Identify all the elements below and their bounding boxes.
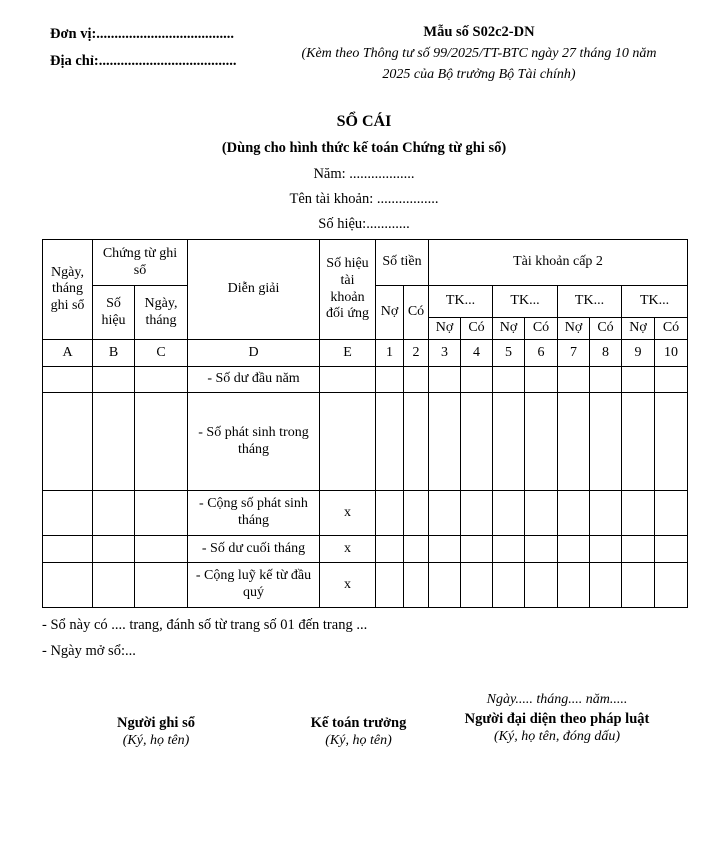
ledger-table — [42, 239, 688, 608]
header-tk4-debit: Nợ — [622, 318, 655, 340]
header-tk1: TK... — [429, 286, 493, 318]
header-amount-credit: Có — [404, 286, 429, 340]
org-info-block — [50, 26, 236, 80]
year-line: Năm: .................. — [313, 166, 415, 182]
header-tk1-credit: Có — [461, 318, 493, 340]
legal-representative-sub: (Ký, họ tên, đóng dấu) — [494, 729, 620, 745]
index-4: 4 — [461, 340, 493, 367]
header-tk4-credit: Có — [655, 318, 688, 340]
address-line: Địa chỉ:...................................... — [50, 53, 237, 69]
header-voucher-no: Số hiệu — [93, 286, 135, 340]
header-date-col: Ngày, tháng ghi sổ — [43, 240, 93, 340]
signature-bookkeeper — [85, 714, 227, 749]
header-voucher-date: Ngày, tháng — [135, 286, 188, 340]
index-1: 1 — [376, 340, 404, 367]
header-tk1-debit: Nợ — [429, 318, 461, 340]
signature-chief-accountant — [286, 714, 431, 749]
row-label: - Số dư đầu năm — [188, 367, 320, 393]
form-number: Mẫu số S02c2-DN — [423, 24, 535, 40]
chief-accountant-title: Kế toán trưởng — [310, 715, 407, 731]
header-tk3-debit: Nợ — [558, 318, 590, 340]
row-e-mark — [320, 367, 376, 393]
legal-representative-title: Người đại diện theo pháp luật — [464, 711, 650, 727]
form-circular-note: (Kèm theo Thông tư số 99/2025/TT-BTC ngày 27 tháng 10 năm 2025 của Bộ trưởng Bộ Tài chính) — [301, 46, 657, 82]
table-row — [43, 367, 688, 393]
signature-legal-representative — [452, 692, 662, 745]
index-6: 6 — [525, 340, 558, 367]
signature-date-line: Ngày..... tháng.... năm..... — [486, 692, 628, 707]
title-block — [0, 113, 728, 241]
header-tk2-credit: Có — [525, 318, 558, 340]
account-name-line: Tên tài khoản: ................. — [289, 191, 439, 207]
row-e-mark — [320, 393, 376, 491]
index-B: B — [93, 340, 135, 367]
header-tk3: TK... — [558, 286, 622, 318]
unit-line: Đơn vị:...................................... — [50, 26, 235, 42]
pages-note: - Sổ này có .... trang, đánh số từ trang số 01 đến trang ... — [42, 617, 368, 633]
index-5: 5 — [493, 340, 525, 367]
row-label: - Cộng số phát sinh tháng — [188, 491, 320, 536]
header-amount-debit: Nợ — [376, 286, 404, 340]
table-row — [43, 491, 688, 536]
header-tk2: TK... — [493, 286, 558, 318]
form-title: SỔ CÁI — [336, 113, 392, 130]
header-tk2-debit: Nợ — [493, 318, 525, 340]
index-D: D — [188, 340, 320, 367]
row-label: - Số dư cuối tháng — [188, 536, 320, 563]
index-E: E — [320, 340, 376, 367]
header-sub-accounts-group: Tài khoản cấp 2 — [429, 240, 688, 286]
row-label: - Cộng luỹ kế từ đầu quý — [188, 563, 320, 608]
index-3: 3 — [429, 340, 461, 367]
index-8: 8 — [590, 340, 622, 367]
table-row — [43, 563, 688, 608]
chief-accountant-sub: (Ký, họ tên) — [325, 733, 392, 749]
bookkeeper-title: Người ghi sổ — [117, 715, 195, 731]
table-row — [43, 536, 688, 563]
column-index-row — [43, 340, 688, 367]
footer-notes — [42, 617, 367, 669]
header-voucher-group: Chứng từ ghi sổ — [93, 240, 188, 286]
index-2: 2 — [404, 340, 429, 367]
open-date-note: - Ngày mở sổ:... — [42, 643, 136, 659]
index-7: 7 — [558, 340, 590, 367]
index-10: 10 — [655, 340, 688, 367]
form-subtitle: (Dùng cho hình thức kế toán Chứng từ ghi sổ) — [221, 140, 507, 156]
form-id-block — [292, 24, 666, 85]
row-label: - Số phát sinh trong tháng — [188, 393, 320, 491]
header-amount-group: Số tiền — [376, 240, 429, 286]
table-row — [43, 393, 688, 491]
header-description-col: Diễn giải — [188, 240, 320, 340]
index-C: C — [135, 340, 188, 367]
account-number-line: Số hiệu:............ — [318, 216, 410, 232]
header-tk3-credit: Có — [590, 318, 622, 340]
header-tk4: TK... — [622, 286, 688, 318]
index-9: 9 — [622, 340, 655, 367]
bookkeeper-sub: (Ký, họ tên) — [122, 733, 190, 749]
index-A: A — [43, 340, 93, 367]
row-e-mark: x — [320, 563, 376, 608]
row-e-mark: x — [320, 536, 376, 563]
header-corresponding-col: Số hiệu tài khoản đối ứng — [320, 240, 376, 340]
row-e-mark: x — [320, 491, 376, 536]
